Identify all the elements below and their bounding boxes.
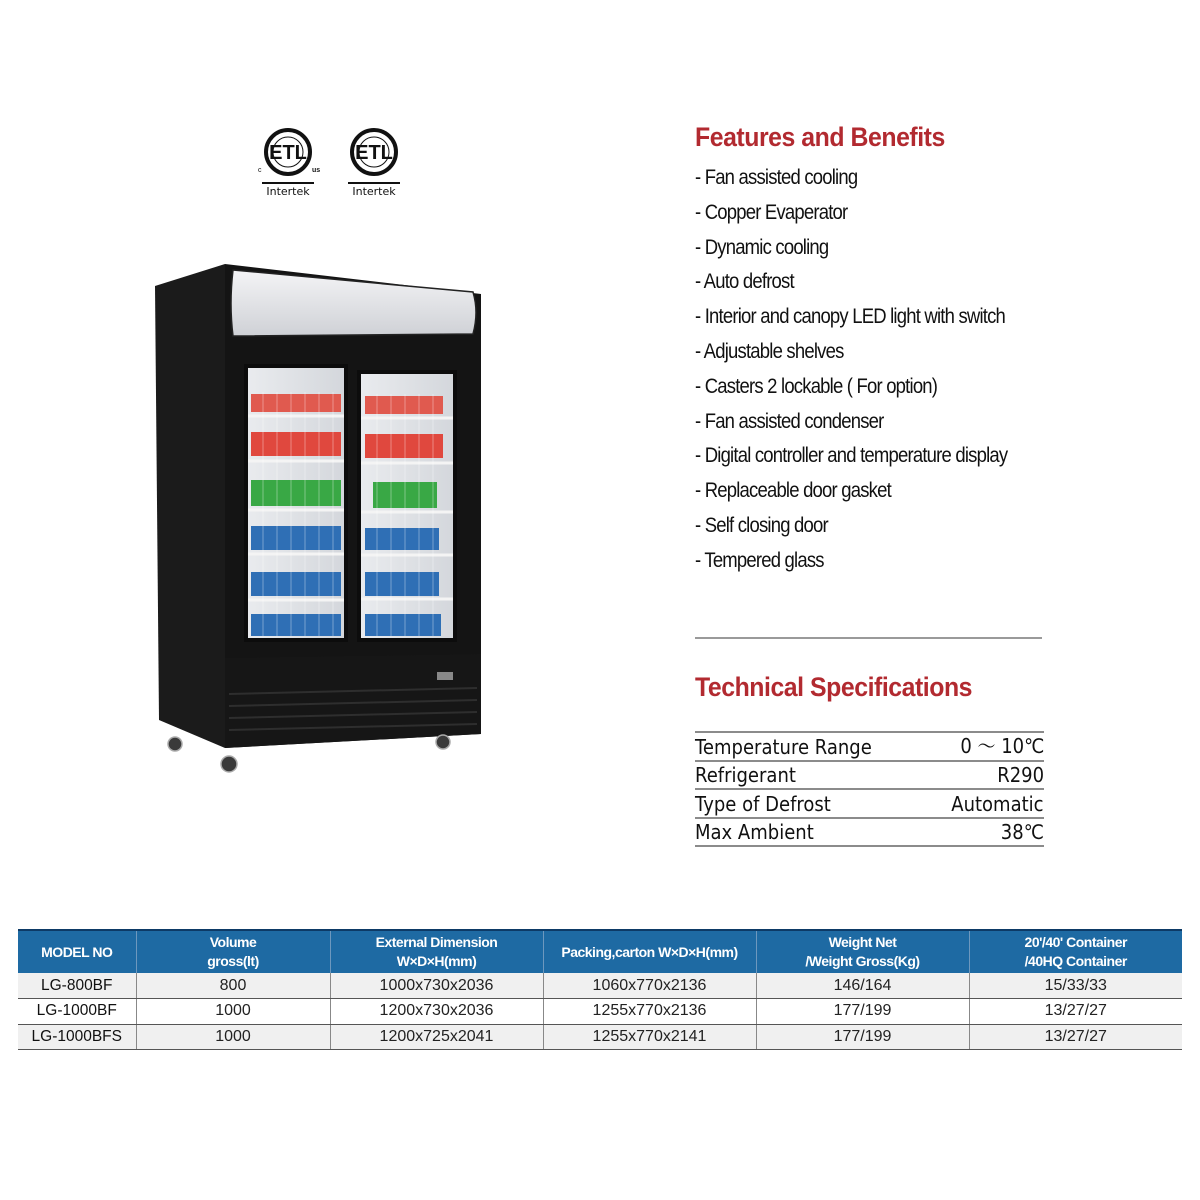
- spec-value: 38℃: [1000, 820, 1044, 844]
- header-model-no: MODEL NO: [18, 930, 136, 973]
- cell-weight: 146/164: [756, 973, 969, 999]
- cell-external-dimension: 1200x725x2041: [330, 1024, 543, 1050]
- spec-value: R290: [997, 763, 1044, 787]
- cell-packing: 1255x770x2136: [543, 999, 756, 1025]
- feature-item: - Fan assisted condenser: [695, 409, 884, 433]
- table-row: [18, 973, 1182, 999]
- cell-weight: 177/199: [756, 1024, 969, 1050]
- table-row: [18, 999, 1182, 1025]
- cell-volume: 1000: [136, 999, 330, 1025]
- specs-title: Technical Specifications: [695, 672, 973, 702]
- product-image-beverage-cooler: [155, 264, 485, 784]
- model-table: [18, 929, 1182, 1050]
- svg-text:us: us: [312, 167, 320, 174]
- feature-item: - Replaceable door gasket: [695, 479, 891, 503]
- svg-text:ETL: ETL: [269, 142, 307, 164]
- svg-text:ETL: ETL: [355, 142, 393, 164]
- feature-item: - Interior and canopy LED light with switch: [695, 305, 1006, 329]
- etl-cert: [342, 128, 406, 198]
- cell-packing: 1060x770x2136: [543, 973, 756, 999]
- etl-logo-icon: [256, 128, 320, 180]
- spec-value: Automatic: [951, 791, 1044, 816]
- spec-row-defrost: [695, 790, 1044, 819]
- table-header-row: [18, 930, 1182, 973]
- specs-section: [695, 672, 1045, 847]
- cert-underline: [348, 182, 400, 184]
- feature-item: - Dynamic cooling: [695, 235, 829, 259]
- cell-container: 15/33/33: [969, 973, 1182, 999]
- cell-external-dimension: 1000x730x2036: [330, 973, 543, 999]
- header-container: 20'/40' Container /40HQ Container: [969, 930, 1182, 973]
- spec-label: Type of Defrost: [695, 791, 831, 816]
- specs-table: [695, 731, 1044, 847]
- spec-label: Temperature Range: [695, 734, 872, 759]
- feature-item: - Adjustable shelves: [695, 339, 844, 363]
- spec-row-refrigerant: [695, 762, 1044, 791]
- cell-volume: 800: [136, 973, 330, 999]
- svg-text:c: c: [258, 167, 262, 174]
- cell-container: 13/27/27: [969, 1024, 1182, 1050]
- header-weight: Weight Net /Weight Gross(Kg): [756, 930, 969, 973]
- spec-label: Refrigerant: [695, 763, 796, 787]
- cert-label: Intertek: [266, 185, 310, 198]
- feature-item: - Fan assisted cooling: [695, 166, 858, 189]
- feature-item: - Auto defrost: [695, 270, 794, 294]
- spec-label: Max Ambient: [695, 820, 814, 844]
- cell-packing: 1255x770x2141: [543, 1024, 756, 1050]
- features-title: Features and Benefits: [695, 122, 945, 152]
- cert-label: Intertek: [352, 185, 396, 198]
- cert-underline: [262, 182, 314, 184]
- features-section: [695, 122, 1055, 579]
- feature-item: - Copper Evaperator: [695, 200, 848, 224]
- table-row: [18, 1024, 1182, 1050]
- header-volume: Volume gross(lt): [136, 930, 330, 973]
- certifications: [256, 128, 406, 198]
- cell-model: LG-800BF: [18, 973, 136, 999]
- features-list: [695, 161, 1055, 579]
- feature-item: - Tempered glass: [695, 548, 824, 572]
- cell-external-dimension: 1200x730x2036: [330, 999, 543, 1025]
- spec-row-max-ambient: [695, 819, 1044, 848]
- feature-item: - Casters 2 lockable ( For option): [695, 374, 938, 398]
- feature-item: - Self closing door: [695, 513, 828, 537]
- header-packing: Packing,carton W×D×H(mm): [543, 930, 756, 973]
- etl-cert-c-us: [256, 128, 320, 198]
- feature-item: - Digital controller and temperature display: [695, 444, 1008, 468]
- spec-value: 0 ～ 10℃: [959, 733, 1044, 758]
- cell-weight: 177/199: [756, 999, 969, 1025]
- section-divider: [695, 637, 1042, 639]
- etl-logo-icon: [342, 128, 406, 180]
- cell-model: LG-1000BF: [18, 999, 136, 1025]
- cell-volume: 1000: [136, 1024, 330, 1050]
- cell-container: 13/27/27: [969, 999, 1182, 1025]
- header-external-dimension: External Dimension W×D×H(mm): [330, 930, 543, 973]
- spec-row-temperature-range: [695, 733, 1044, 762]
- cell-model: LG-1000BFS: [18, 1024, 136, 1050]
